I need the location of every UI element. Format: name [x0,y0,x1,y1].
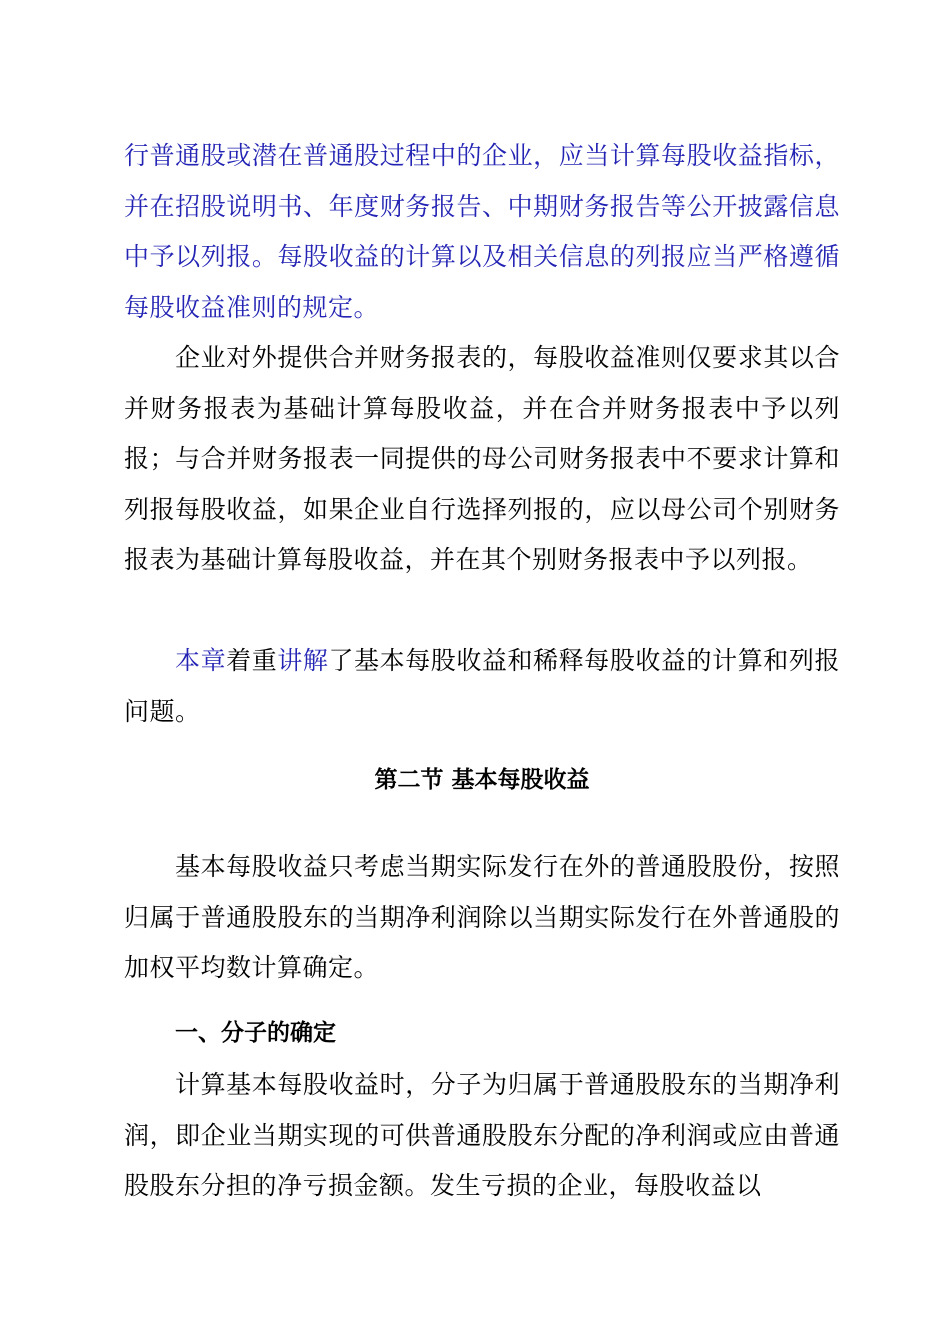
subsection-heading: 一、分子的确定 [175,1020,336,1046]
highlight-ben-zhang: 本章 [175,646,227,675]
text-zhe-zhong: 着重 [226,646,278,675]
highlight-jiang-jie: 讲解 [277,646,329,675]
text-summary-rest: 了基本每股收益和稀释每股收益的计算和列报问题。 [124,646,840,726]
paragraph-numerator: 计算基本每股收益时，分子为归属于普通股股东的当期净利润，即企业当期实现的可供普通股股东分配的净利润或应由普通股股东分担的净亏损金额。发生亏损的企业，每股收益以 [124,1070,840,1200]
paragraph-intro-continued: 行普通股或潜在普通股过程中的企业，应当计算每股收益指标，并在招股说明书、年度财务报告、中期财务报告等公开披露信息中予以列报。每股收益的计算以及相关信息的列报应当严格遵循每股收益准则的规定。 [124,141,840,322]
paragraph-basic-eps-definition: 基本每股收益只考虑当期实际发行在外的普通股股份，按照归属于普通股股东的当期净利润除以当期实际发行在外普通股的加权平均数计算确定。 [124,852,840,982]
paragraph-consolidated-statements: 企业对外提供合并财务报表的，每股收益准则仅要求其以合并财务报表为基础计算每股收益，并在合并财务报表中予以列报；与合并财务报表一同提供的母公司财务报表中不要求计算和列报每股收益，如果企业自行选择列报的，应以母公司个别财务报表为基础计算每股收益，并在其个别财务报表中予以列报。 [124,343,840,574]
paragraph-chapter-summary [124,636,840,737]
section-heading: 第二节 基本每股收益 [374,767,590,793]
